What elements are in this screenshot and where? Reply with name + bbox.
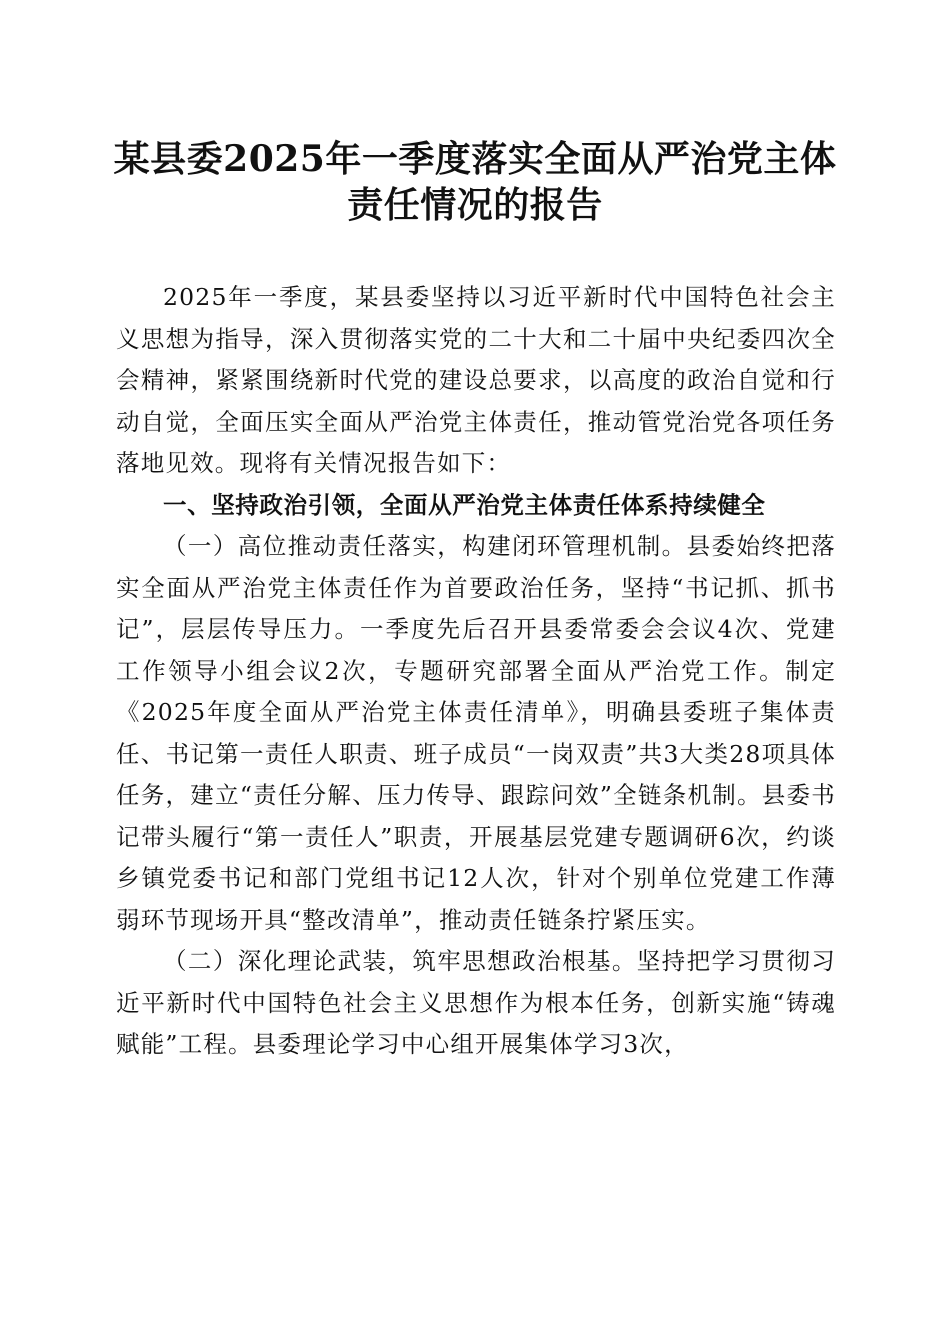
document-body bbox=[116, 277, 836, 1066]
section-heading-1: 一、坚持政治引领，全面从严治党主体责任体系持续健全 bbox=[163, 490, 766, 519]
document-title bbox=[100, 136, 850, 228]
intro-paragraph: 2025年一季度，某县委坚持以习近平新时代中国特色社会主义思想为指导，深入贯彻落实党的二十大和二十届中央纪委四次全会精神，紧紧围绕新时代党的建设总要求，以高度的政治自觉和行动自觉，全面压实全面从严治党主体责任，推动管党治党各项任务落地见效。现将有关情况报告如下： bbox=[116, 283, 836, 477]
section-1-1-paragraph: （一）高位推动责任落实，构建闭环管理机制。县委始终把落实全面从严治党主体责任作为首要政治任务，坚持“书记抓、抓书记”，层层传导压力。一季度先后召开县委常委会会议4次、党建工作领导小组会议2次，专题研究部署全面从严治党工作。制定《2025年度全面从严治党主体责任清单》，明确县委班子集体责任、书记第一责任人职责、班子成员“一岗双责”共3大类28项具体任务，建立“责任分解、压力传导、跟踪问效”全链条机制。县委书记带头履行“第一责任人”职责，开展基层党建专题调研6次，约谈乡镇党委书记和部门党组书记12人次，针对个别单位党建工作薄弱环节现场开具“整改清单”，推动责任链条拧紧压实。 bbox=[116, 532, 836, 934]
title-line-2: 责任情况的报告 bbox=[347, 184, 603, 226]
title-line-1: 某县委2025年一季度落实全面从严治党主体 bbox=[113, 138, 837, 180]
section-1-2-paragraph: （二）深化理论武装，筑牢思想政治根基。坚持把学习贯彻习近平新时代中国特色社会主义思想作为根本任务，创新实施“铸魂赋能”工程。县委理论学习中心组开展集体学习3次， bbox=[116, 947, 836, 1058]
